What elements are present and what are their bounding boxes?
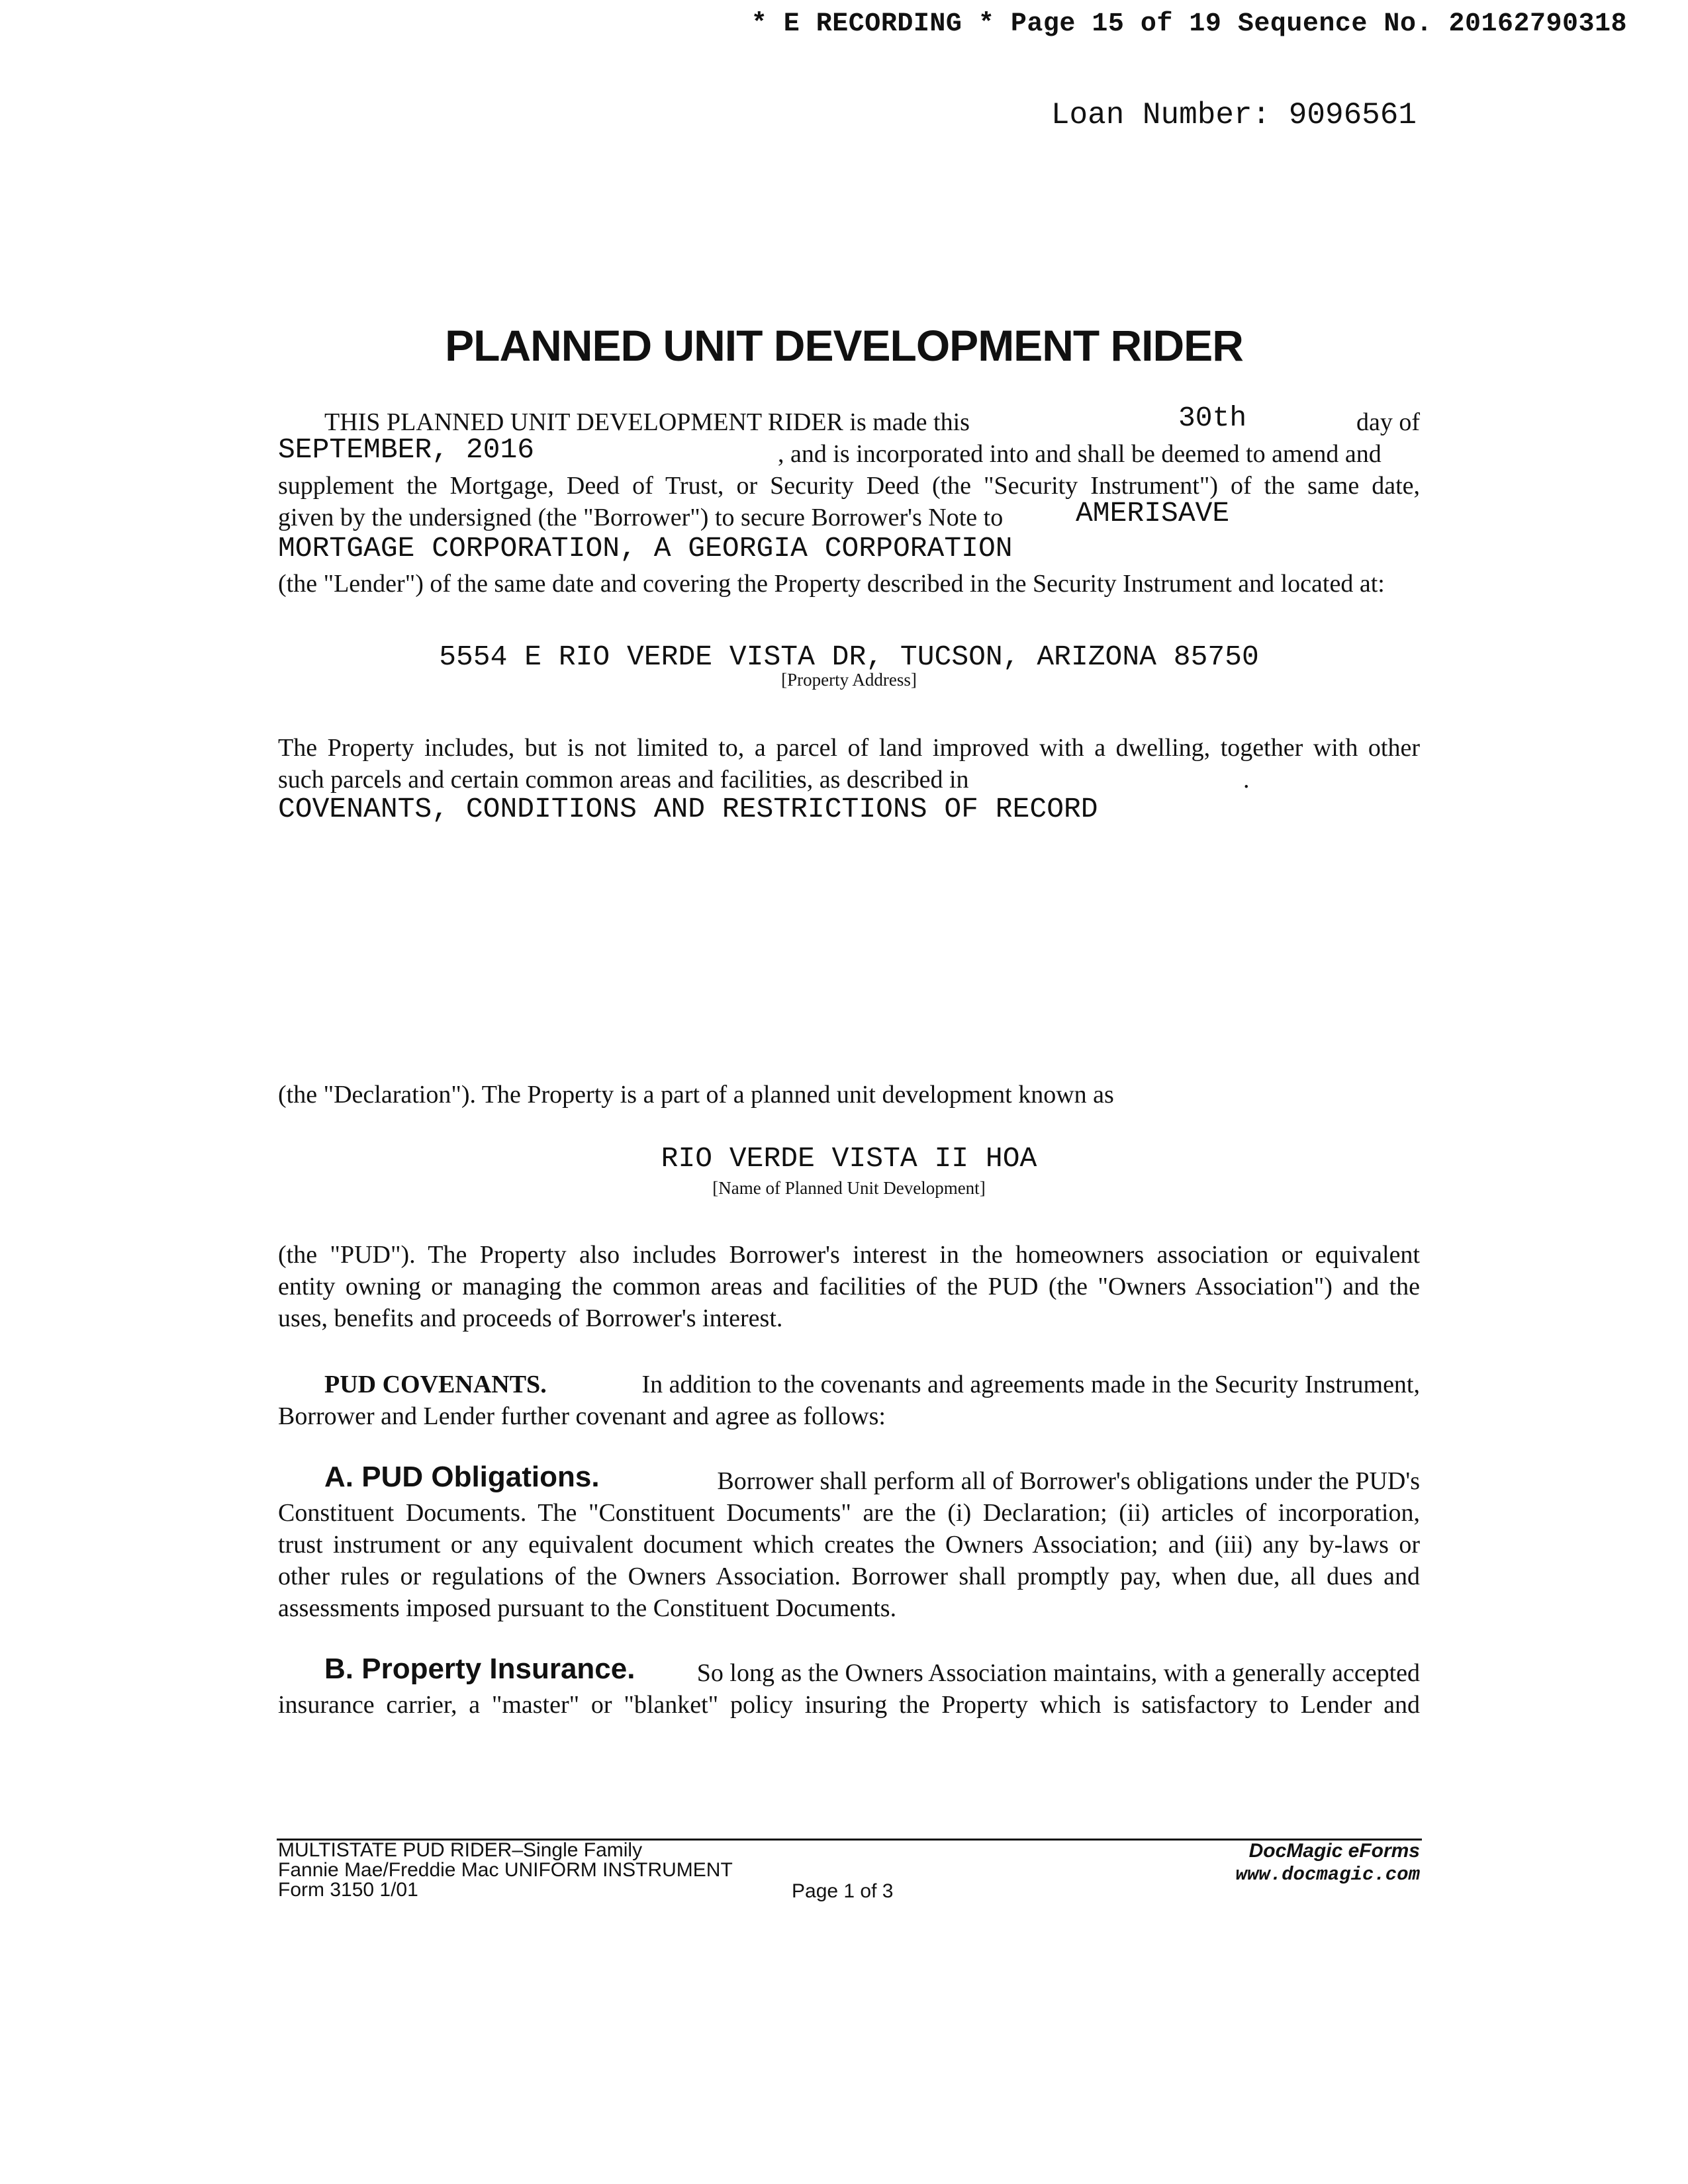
section-a-line-5: assessments imposed pursuant to the Constituent Documents. bbox=[278, 1594, 897, 1622]
declaration-value: COVENANTS, CONDITIONS AND RESTRICTIONS OF RECORD bbox=[278, 793, 1098, 825]
section-a-line-4: other rules or regulations of the Owners Association. Borrower shall promptly pay, when due, all dues and bbox=[278, 1563, 1420, 1590]
property-includes-line-1: The Property includes, but is not limited to, a parcel of land improved with a dwelling, together with other bbox=[278, 734, 1420, 762]
covenants-heading: PUD COVENANTS. bbox=[324, 1371, 547, 1398]
covenants-line-2: Borrower and Lender further covenant and agree as follows: bbox=[278, 1402, 886, 1430]
declaration-line: (the "Declaration"). The Property is a part of a planned unit development known as bbox=[278, 1081, 1114, 1109]
intro-line-3: supplement the Mortgage, Deed of Trust, or Security Deed (the "Security Instrument") of the same date, bbox=[278, 472, 1420, 500]
pud-paragraph-line-3: uses, benefits and proceeds of Borrower's interest. bbox=[278, 1304, 783, 1332]
pud-name: RIO VERDE VISTA II HOA bbox=[661, 1142, 1037, 1175]
section-a-line-2: Constituent Documents. The "Constituent Documents" are the (i) Declaration; (ii) articles of incorporation, bbox=[278, 1499, 1420, 1527]
intro-made-this: THIS PLANNED UNIT DEVELOPMENT RIDER is made this bbox=[324, 408, 970, 436]
section-b-heading: B. Property Insurance. bbox=[324, 1653, 635, 1685]
loan-number: Loan Number: 9096561 bbox=[1051, 98, 1417, 132]
section-b-intro: So long as the Owners Association maintains, with a generally accepted bbox=[696, 1659, 1420, 1687]
pud-name-caption: [Name of Planned Unit Development] bbox=[712, 1178, 986, 1198]
footer-form-line-2: Fannie Mae/Freddie Mac UNIFORM INSTRUMENT bbox=[278, 1859, 733, 1881]
day-value: 30th bbox=[1178, 402, 1247, 434]
recording-header: * E RECORDING * Page 15 of 19 Sequence No. 20162790318 bbox=[751, 9, 1627, 39]
property-includes-period: . bbox=[1243, 766, 1250, 794]
section-a-intro: Borrower shall perform all of Borrower's obligations under the PUD's bbox=[717, 1467, 1420, 1495]
footer-page-number: Page 1 of 3 bbox=[792, 1880, 894, 1902]
property-includes-described: such parcels and certain common areas and facilities, as described in bbox=[278, 766, 969, 794]
property-address: 5554 E RIO VERDE VISTA DR, TUCSON, ARIZONA 85750 bbox=[439, 641, 1259, 673]
lender-name-2: MORTGAGE CORPORATION, A GEORGIA CORPORATION bbox=[278, 532, 1013, 565]
document-title: PLANNED UNIT DEVELOPMENT RIDER bbox=[445, 321, 1243, 370]
docmagic-logo: DocMagic eForms bbox=[1248, 1840, 1420, 1862]
section-a-heading: A. PUD Obligations. bbox=[324, 1461, 600, 1493]
intro-day-of: day of bbox=[1356, 408, 1420, 436]
intro-line-6: (the "Lender") of the same date and covering the Property described in the Security Instrument and located at: bbox=[278, 570, 1385, 598]
lender-name-1: AMERISAVE bbox=[1076, 497, 1230, 529]
pud-paragraph-line-2: entity owning or managing the common areas and facilities of the PUD (the "Owners Association") and the bbox=[278, 1273, 1420, 1300]
section-b-line-2: insurance carrier, a "master" or "blanket" policy insuring the Property which is satisfactory to Lender and bbox=[278, 1691, 1420, 1719]
footer-form-line-3: Form 3150 1/01 bbox=[278, 1879, 418, 1901]
intro-incorporated: , and is incorporated into and shall be deemed to amend and bbox=[778, 440, 1382, 468]
intro-note-to: given by the undersigned (the "Borrower") to secure Borrower's Note to bbox=[278, 504, 1004, 531]
pud-paragraph-line-1: (the "PUD"). The Property also includes Borrower's interest in the homeowners association or equivalent bbox=[278, 1241, 1420, 1269]
section-a-line-3: trust instrument or any equivalent document which creates the Owners Association; and (iii) any by-laws or bbox=[278, 1531, 1420, 1559]
date-value: SEPTEMBER, 2016 bbox=[278, 433, 535, 466]
docmagic-website: www.docmagic.com bbox=[1235, 1864, 1420, 1886]
covenants-intro: In addition to the covenants and agreements made in the Security Instrument, bbox=[641, 1371, 1420, 1398]
property-address-caption: [Property Address] bbox=[781, 670, 917, 690]
footer-form-line-1: MULTISTATE PUD RIDER–Single Family bbox=[278, 1839, 643, 1861]
